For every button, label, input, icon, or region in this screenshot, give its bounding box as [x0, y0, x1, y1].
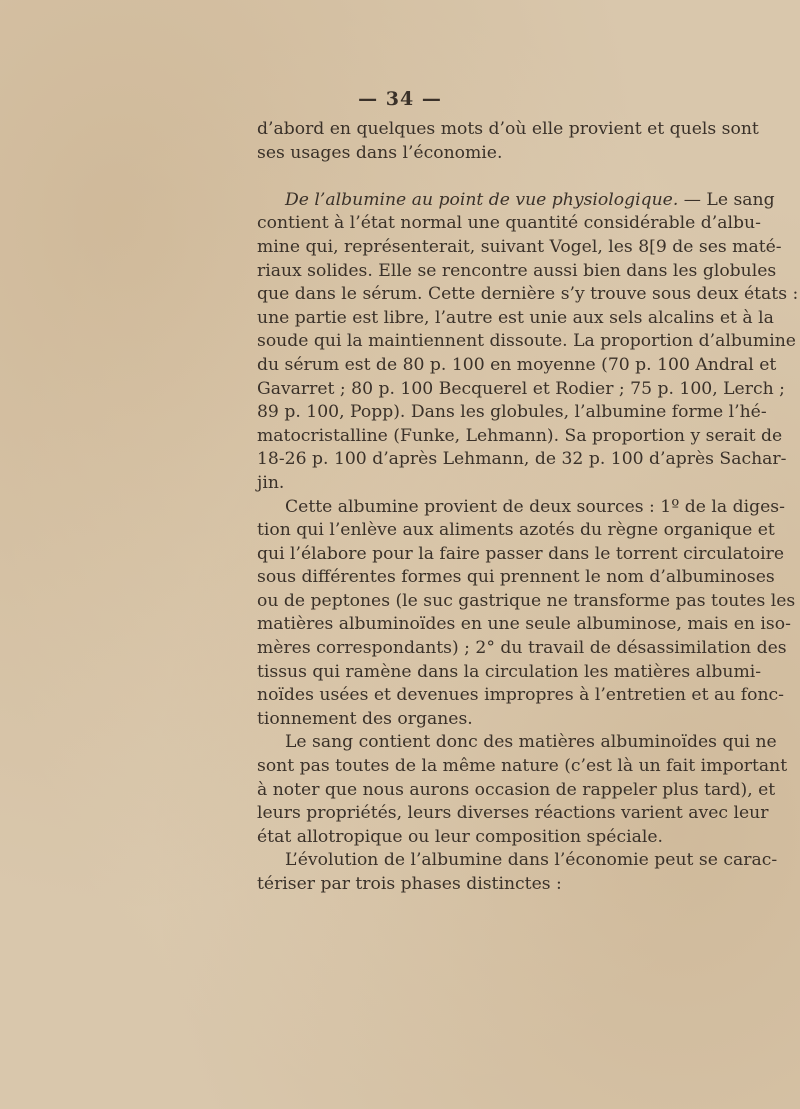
paragraph-blood-albuminoids: [257, 731, 788, 849]
text-line: matocristalline (Funke, Lehmann). Sa proportion y serait de: [257, 425, 783, 446]
body-text: [257, 118, 799, 897]
text-line: 89 p. 100, Popp). Dans les globules, l’albumine forme l’hé-: [257, 402, 767, 423]
text-line: leurs propriétés, leurs diverses réactions varient avec leur: [257, 803, 769, 824]
text-line: noïdes usées et devenues impropres à l’entretien et au fonc-: [257, 685, 784, 706]
section-heading: De l’albumine au point de vue physiologique.: [285, 189, 679, 210]
text-line: [257, 189, 775, 213]
text-line: état allotropique ou leur composition spéciale.: [257, 826, 663, 847]
text-line: mères correspondants) ; 2° du travail de désassimilation des: [257, 638, 787, 659]
text-line: matières albuminoïdes en une seule albuminose, mais en iso-: [257, 614, 791, 635]
text-line: tissus qui ramène dans la circulation les matières albumi-: [257, 661, 762, 682]
text-line: du sérum est de 80 p. 100 en moyenne (70 p. 100 Andral et: [257, 354, 777, 375]
text-line: à noter que nous aurons occasion de rappeler plus tard), et: [257, 779, 776, 800]
text-line: qui l’élabore pour la faire passer dans le torrent circulatoire: [257, 543, 785, 564]
paragraph-evolution: [257, 849, 778, 896]
text-line: sont pas toutes de la même nature (c’est là un fait important: [257, 756, 788, 777]
page-number: — 34 —: [358, 88, 442, 110]
text-line: L’évolution de l’albumine dans l’économie peut se carac-: [285, 850, 778, 871]
paragraph-spacer: [257, 165, 705, 189]
heading-continuation: — Le sang: [683, 189, 775, 210]
text-line: tériser par trois phases distinctes :: [257, 874, 562, 894]
text-line: ses usages dans l’économie.: [257, 142, 503, 163]
text-line: soude qui la maintiennent dissoute. La proportion d’albumine: [257, 331, 796, 352]
text-line: Le sang contient donc des matières albuminoïdes qui ne: [285, 732, 777, 753]
text-line: jin.: [257, 472, 285, 493]
text-line: contient à l’état normal une quantité considérable d’albu-: [257, 213, 761, 234]
text-line: tionnement des organes.: [257, 708, 473, 729]
paragraph-physiology: [257, 189, 799, 496]
text-line: mine qui, représenterait, suivant Vogel, les 8[9 de ses maté-: [257, 236, 782, 257]
text-line: Cette albumine provient de deux sources : 1º de la diges-: [285, 496, 785, 517]
text-line: sous différentes formes qui prennent le nom d’albuminoses: [257, 567, 775, 588]
paragraph-sources: [257, 496, 796, 732]
text-line: ou de peptones (le suc gastrique ne transforme pas toutes les: [257, 590, 796, 611]
text-line: 18-26 p. 100 d’après Lehmann, de 32 p. 100 d’après Sachar-: [257, 449, 787, 470]
text-line: riaux solides. Elle se rencontre aussi bien dans les globules: [257, 260, 777, 281]
text-line: tion qui l’enlève aux aliments azotés du règne organique et: [257, 520, 775, 541]
text-line: une partie est libre, l’autre est unie aux sels alcalins et à la: [257, 307, 774, 328]
paragraph-intro: [257, 118, 759, 165]
text-line: que dans le sérum. Cette dernière s’y trouve sous deux états :: [257, 284, 799, 305]
text-line: Gavarret ; 80 p. 100 Becquerel et Rodier ; 75 p. 100, Lerch ;: [257, 378, 785, 399]
text-line: d’abord en quelques mots d’où elle provient et quels sont: [257, 119, 759, 139]
